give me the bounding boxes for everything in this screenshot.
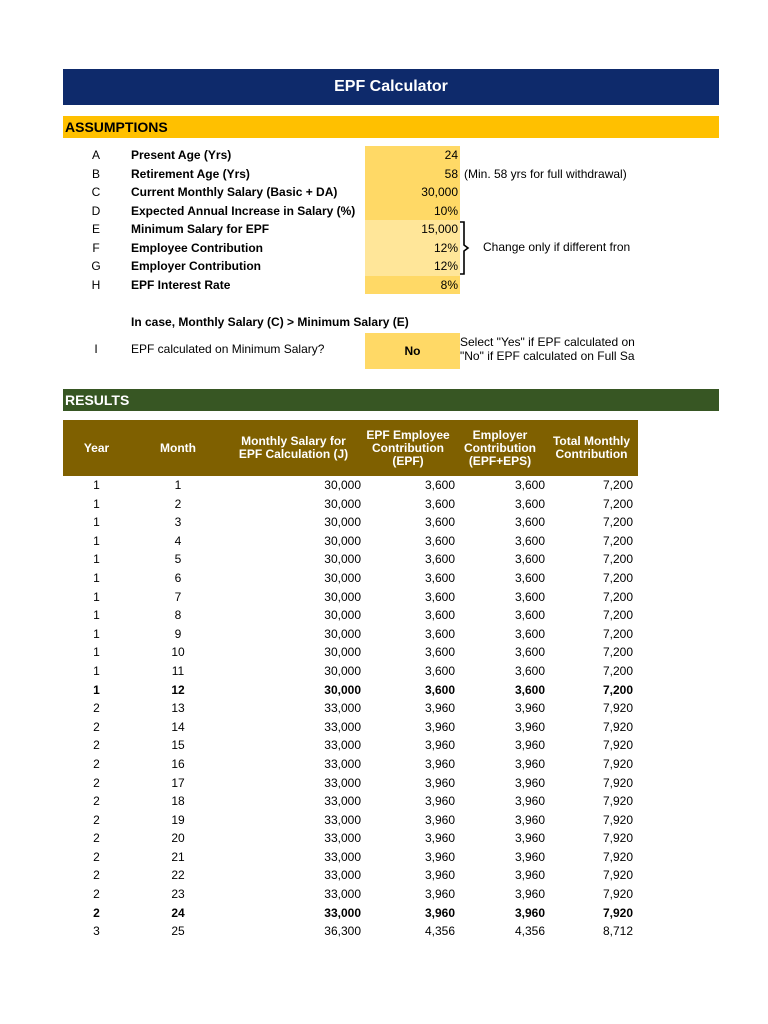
table-row [63,476,638,495]
cell-employee: 3,960 [424,794,455,809]
table-row [63,550,638,569]
cell-salary: 30,000 [324,589,361,604]
cell-year: 2 [93,849,100,864]
cell-salary: 30,000 [324,552,361,567]
cell-employee: 3,960 [424,905,455,920]
cell-month: 8 [174,608,182,623]
cell-employer: 3,960 [514,868,545,883]
cell-employee: 3,600 [424,663,455,678]
table-row [63,643,638,662]
cell-employer: 3,960 [514,701,545,716]
cell-employee: 3,600 [424,552,455,567]
cell-employee: 3,600 [424,645,455,660]
cell-total: 7,920 [602,831,633,846]
cell-employer: 3,960 [514,849,545,864]
epf-min-label: EPF calculated on Minimum Salary? [131,342,325,356]
cell-total: 7,200 [602,570,633,585]
cell-month: 1 [174,478,182,492]
assumption-input[interactable]: 12% [365,257,460,276]
cell-year: 1 [93,533,100,548]
col-header-salary-line2: EPF Calculation (J) [238,447,349,461]
cell-employee: 3,600 [424,626,455,641]
assumption-row [0,165,768,184]
table-row [63,922,638,941]
cell-salary: 33,000 [324,868,361,883]
table-row [63,699,638,718]
epf-min-note-line2: "No" if EPF calculated on Full Sa [460,349,635,363]
col-header-employer-line3: (EPF+EPS) [468,453,532,468]
col-header-employer-line1: Employer [472,427,528,442]
cell-month: 12 [171,682,185,697]
row-letter: G [91,259,101,273]
epf-min-select[interactable]: No [365,333,460,369]
assumption-input[interactable]: 15,000 [365,220,460,239]
cell-salary: 30,000 [324,496,361,511]
cell-total: 7,920 [602,887,633,902]
cell-month: 18 [171,794,185,809]
cell-salary: 33,000 [324,794,361,809]
assumption-label: Employee Contribution [131,240,263,255]
cell-employer: 3,960 [514,812,545,827]
cell-month: 17 [171,775,185,790]
cell-employee: 3,600 [424,478,455,492]
cell-total: 7,920 [602,719,633,734]
cell-year: 2 [93,756,100,771]
cell-year: 2 [93,701,100,716]
cell-total: 7,920 [602,812,633,827]
cell-total: 7,200 [602,589,633,604]
table-row [63,495,638,514]
cell-year: 2 [93,887,100,902]
epf-min-note [460,335,640,363]
assumption-row [0,146,768,165]
cell-employee: 3,960 [424,812,455,827]
table-row [63,513,638,532]
table-row [63,718,638,737]
cell-month: 5 [174,552,182,567]
cell-total: 7,200 [602,645,633,660]
cell-year: 1 [93,496,100,511]
assumption-label: Employer Contribution [131,259,261,273]
cell-salary: 30,000 [324,515,361,530]
cell-year: 2 [93,794,100,809]
cell-salary: 30,000 [324,645,361,660]
cell-employer: 3,960 [514,905,545,920]
assumption-label: Minimum Salary for EPF [131,222,270,236]
cell-employee: 3,960 [424,775,455,790]
cell-salary: 30,000 [324,570,361,585]
cell-salary: 33,000 [324,905,361,920]
cell-year: 2 [93,868,100,883]
cell-employee: 3,960 [424,738,455,753]
cell-total: 7,200 [602,515,633,530]
table-row [63,662,638,681]
row-letter: H [91,277,101,292]
row-letter: F [92,240,100,255]
cell-month: 20 [171,831,185,846]
col-header-employer-line2: Contribution [464,440,536,455]
cell-employer: 3,600 [514,496,545,511]
table-row [63,588,638,607]
cell-total: 7,920 [602,905,633,920]
cell-employer: 3,600 [514,589,545,604]
cell-employee: 3,960 [424,701,455,716]
table-row [63,904,638,923]
cell-employee: 4,356 [424,924,455,939]
cell-month: 22 [171,868,185,883]
cell-employee: 3,600 [424,496,455,511]
cell-year: 2 [93,905,100,920]
cell-month: 2 [174,496,182,511]
cell-month: 4 [174,533,182,548]
assumption-label: Present Age (Yrs) [131,148,232,162]
results-table-body [63,476,638,941]
cell-total: 7,920 [602,738,633,753]
cell-month: 10 [171,645,185,660]
assumption-note: (Min. 58 yrs for full withdrawal) [464,166,627,181]
table-row [63,848,638,867]
table-row [63,755,638,774]
assumption-row [0,183,768,202]
assumption-input[interactable]: 12% [365,239,460,258]
table-row [63,736,638,755]
row-letter-i: I [94,342,98,356]
cell-month: 15 [171,738,185,753]
cell-employer: 3,600 [514,478,545,492]
assumption-row [0,257,768,276]
col-header-salary [226,420,361,476]
col-header-total [545,420,638,476]
cell-employer: 3,960 [514,794,545,809]
results-header: RESULTS [63,389,719,411]
cell-salary: 30,000 [324,682,361,697]
cell-total: 7,920 [602,868,633,883]
cell-total: 7,200 [602,663,633,678]
condition-text: In case, Monthly Salary (C) > Minimum Salary (E) [131,315,409,329]
cell-total: 7,920 [602,775,633,790]
cell-salary: 33,000 [324,738,361,753]
row-letter: B [91,166,100,181]
cell-salary: 33,000 [324,756,361,771]
col-header-total-line1: Total Monthly [552,434,631,448]
cell-employee: 3,600 [424,589,455,604]
col-header-employee-line3: (EPF) [392,453,424,468]
table-row [63,885,638,904]
cell-total: 7,200 [602,608,633,623]
cell-salary: 33,000 [324,887,361,902]
cell-year: 2 [93,812,100,827]
cell-year: 1 [93,589,100,604]
cell-month: 3 [174,515,182,530]
col-header-total-line2: Contribution [555,447,628,461]
cell-salary: 33,000 [324,831,361,846]
cell-year: 1 [93,570,100,585]
assumption-row [0,239,768,258]
cell-year: 1 [93,626,100,641]
cell-month: 16 [171,756,185,771]
results-table-header [63,420,638,476]
cell-employee: 3,600 [424,515,455,530]
row-letter: E [91,222,100,236]
cell-year: 3 [93,924,100,939]
cell-month: 13 [171,701,185,716]
cell-employer: 3,600 [514,663,545,678]
table-row [63,792,638,811]
cell-year: 2 [93,738,100,753]
cell-employer: 3,960 [514,738,545,753]
cell-employee: 3,960 [424,831,455,846]
cell-total: 7,200 [602,533,633,548]
cell-year: 1 [93,608,100,623]
cell-total: 7,200 [602,626,633,641]
col-header-employee-line2: Contribution [372,440,444,455]
cell-year: 1 [93,478,100,492]
table-row [63,774,638,793]
cell-total: 7,920 [602,849,633,864]
cell-salary: 30,000 [324,626,361,641]
cell-month: 24 [171,905,185,920]
cell-employer: 3,960 [514,831,545,846]
assumption-label: Retirement Age (Yrs) [131,166,250,181]
cell-total: 7,200 [602,552,633,567]
cell-month: 11 [171,663,185,678]
assumption-input[interactable]: 24 [365,146,460,165]
cell-employer: 3,600 [514,552,545,567]
cell-month: 23 [171,887,185,902]
assumption-label: EPF Interest Rate [131,277,231,292]
cell-employee: 3,600 [424,533,455,548]
cell-employee: 3,960 [424,868,455,883]
cell-employee: 3,960 [424,849,455,864]
cell-employee: 3,960 [424,756,455,771]
table-row [63,866,638,885]
cell-employer: 3,960 [514,756,545,771]
table-row [63,532,638,551]
cell-salary: 30,000 [324,663,361,678]
table-row [63,606,638,625]
cell-total: 8,712 [602,924,633,939]
cell-employee: 3,960 [424,719,455,734]
col-header-year: Year [83,440,110,455]
assumption-input[interactable]: 30,000 [365,183,460,202]
table-row [63,625,638,644]
table-row [63,569,638,588]
cell-employer: 3,600 [514,570,545,585]
cell-month: 9 [174,626,182,641]
right-brace-icon [459,221,471,275]
cell-month: 6 [174,570,182,585]
assumption-input[interactable]: 58 [365,165,460,184]
cell-year: 2 [93,831,100,846]
cell-salary: 36,300 [324,924,361,939]
cell-total: 7,200 [602,682,633,697]
cell-employee: 3,600 [424,608,455,623]
cell-employer: 3,600 [514,608,545,623]
cell-total: 7,920 [602,701,633,716]
cell-year: 1 [93,663,100,678]
cell-employer: 3,960 [514,887,545,902]
cell-employer: 4,356 [514,924,545,939]
cell-year: 1 [93,682,100,697]
cell-year: 2 [93,719,100,734]
cell-employer: 3,600 [514,645,545,660]
cell-employee: 3,600 [424,682,455,697]
cell-salary: 30,000 [324,533,361,548]
assumption-row [0,202,768,221]
table-row [63,829,638,848]
epf-min-note-line1: Select "Yes" if EPF calculated on [460,335,635,349]
cell-month: 21 [171,849,185,864]
assumptions-header: ASSUMPTIONS [63,116,719,138]
assumption-input[interactable]: 10% [365,202,460,221]
cell-employer: 3,960 [514,775,545,790]
cell-year: 1 [93,552,100,567]
assumption-input[interactable]: 8% [365,276,460,295]
cell-employee: 3,600 [424,570,455,585]
col-header-month: Month [160,440,196,455]
page-title: EPF Calculator [63,69,719,105]
row-letter: D [91,203,101,218]
cell-year: 2 [93,775,100,790]
col-header-employee [361,420,455,476]
assumption-label: Current Monthly Salary (Basic + DA) [131,185,338,199]
cell-salary: 30,000 [324,608,361,623]
table-row [63,681,638,700]
brace-note: Change only if different fron [483,240,631,254]
cell-employee: 3,960 [424,887,455,902]
assumption-label: Expected Annual Increase in Salary (%) [131,203,356,218]
cell-month: 19 [171,812,185,827]
cell-year: 1 [93,515,100,530]
cell-year: 1 [93,645,100,660]
cell-month: 25 [171,924,185,939]
cell-employer: 3,600 [514,533,545,548]
cell-total: 7,920 [602,756,633,771]
assumption-row [0,276,768,295]
cell-salary: 33,000 [324,812,361,827]
cell-total: 7,200 [602,478,633,492]
row-letter: A [91,148,100,162]
table-row [63,811,638,830]
col-header-salary-line1: Monthly Salary for [241,434,346,448]
cell-salary: 33,000 [324,775,361,790]
row-letter: C [91,185,101,199]
col-header-employee-line1: EPF Employee [366,427,450,442]
assumption-row [0,220,768,239]
cell-salary: 30,000 [324,478,361,492]
cell-employer: 3,600 [514,682,545,697]
cell-salary: 33,000 [324,719,361,734]
cell-month: 14 [171,719,185,734]
cell-employer: 3,600 [514,515,545,530]
col-header-employer [455,420,545,476]
cell-salary: 33,000 [324,701,361,716]
cell-total: 7,200 [602,496,633,511]
cell-employer: 3,960 [514,719,545,734]
cell-total: 7,920 [602,794,633,809]
cell-employer: 3,600 [514,626,545,641]
cell-month: 7 [174,589,182,604]
cell-salary: 33,000 [324,849,361,864]
